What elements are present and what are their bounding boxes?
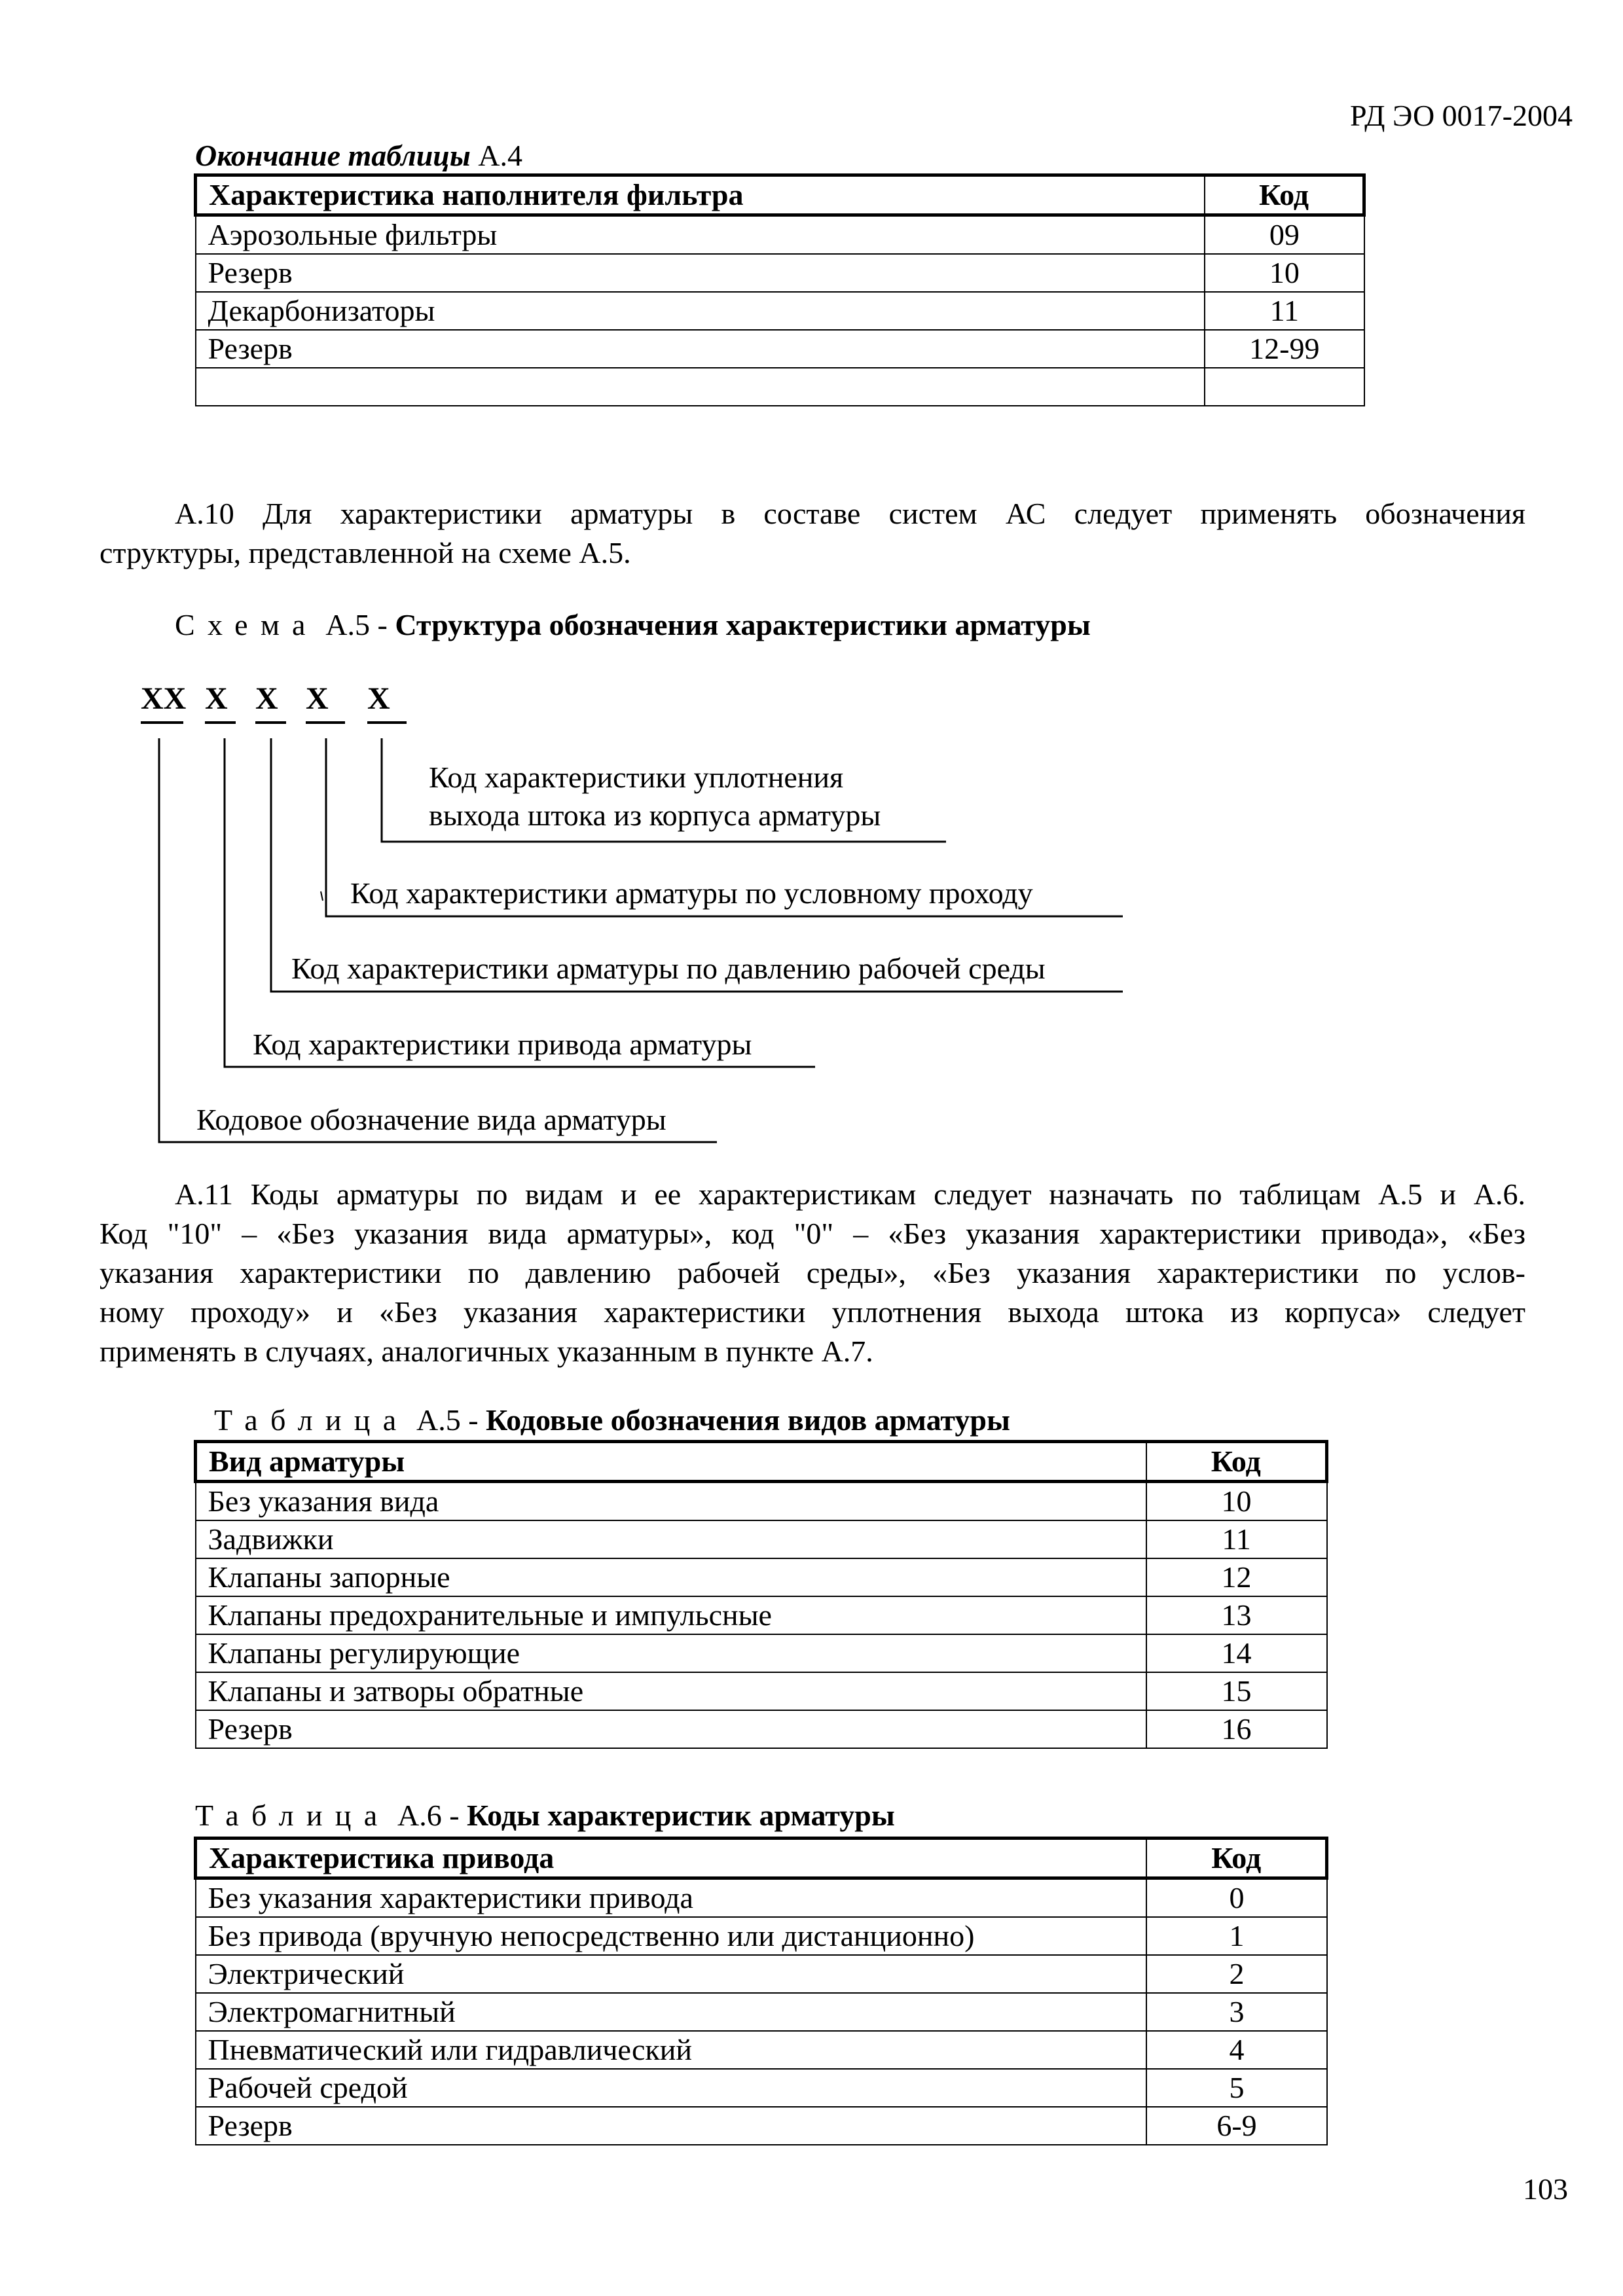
table-row — [196, 1520, 1327, 1558]
table-cell: Декарбонизаторы — [196, 292, 1205, 330]
table-cell: Электромагнитный — [196, 1993, 1147, 2031]
paragraph-a11 — [100, 1175, 1525, 1371]
table-cell: 2 — [1146, 1955, 1326, 1993]
table-row — [196, 1993, 1327, 2031]
table-row — [196, 1482, 1327, 1521]
table-cell: Резерв — [196, 1710, 1146, 1748]
table-cell: 10 — [1205, 254, 1364, 292]
column-header: Характеристика наполнителя фильтра — [196, 175, 1205, 215]
table-cell: 1 — [1146, 1917, 1326, 1955]
table-cell: Резерв — [196, 2107, 1147, 2145]
paragraph-line: Код "10" – «Без указания вида арматуры», код "0" – «Без указания характеристики привода», «Без — [100, 1217, 1525, 1250]
column-header: Код — [1146, 1442, 1327, 1482]
table-row — [196, 2107, 1327, 2145]
table-row — [196, 2031, 1327, 2069]
table-cell: Клапаны запорные — [196, 1558, 1146, 1596]
table-a5-caption — [214, 1402, 1010, 1439]
table-cell: 15 — [1146, 1672, 1327, 1710]
table-cell: 12-99 — [1205, 330, 1364, 368]
table-cell: 11 — [1205, 292, 1364, 330]
table-cell: 11 — [1146, 1520, 1327, 1558]
table-cell: Без привода (вручную непосредственно или дистанционно) — [196, 1917, 1147, 1955]
column-header: Код — [1205, 175, 1364, 215]
table-cell: 14 — [1146, 1634, 1327, 1672]
table-cell: 5 — [1146, 2069, 1326, 2107]
table-cell: Пневматический или гидравлический — [196, 2031, 1147, 2069]
paragraph-line: А.10 Для характеристики арматуры в составе систем АС следует применять обозначения — [175, 497, 1525, 530]
table-cell: 09 — [1205, 215, 1364, 255]
table-caption-ref: А.5 - — [416, 1403, 479, 1437]
table-caption-word: Таблица — [195, 1799, 390, 1832]
scheme-code-x1: X — [205, 681, 228, 716]
table-cell: Без указания вида — [196, 1482, 1146, 1521]
table-cell: 0 — [1146, 1878, 1326, 1918]
scheme-caption-word: Схема — [175, 608, 318, 641]
table-header-row — [196, 1839, 1327, 1878]
table-cell: 16 — [1146, 1710, 1327, 1748]
table-row — [196, 1634, 1327, 1672]
page-number: 103 — [1523, 2172, 1568, 2206]
table-row — [196, 1558, 1327, 1596]
table-cell: 6-9 — [1146, 2107, 1326, 2145]
table-caption-title: Кодовые обозначения видов арматуры — [486, 1403, 1010, 1437]
table-row — [196, 1596, 1327, 1634]
table-row — [196, 1917, 1327, 1955]
table-a6-caption — [195, 1797, 895, 1834]
scheme-code-xx: XX — [141, 681, 187, 716]
table-cell: 13 — [1146, 1596, 1327, 1634]
table-a5 — [194, 1440, 1328, 1749]
table-cell: Клапаны предохранительные и импульсные — [196, 1596, 1146, 1634]
scheme-label-seal-line1: Код характеристики уплотнения — [429, 761, 844, 794]
table-cell: Резерв — [196, 254, 1205, 292]
table-cell: Клапаны и затворы обратные — [196, 1672, 1146, 1710]
paragraph-line: А.11 Коды арматуры по видам и ее характеристикам следует назначать по таблицам А.5 и А.6. — [175, 1177, 1525, 1211]
table-cell: 10 — [1146, 1482, 1327, 1521]
table-cell: Рабочей средой — [196, 2069, 1147, 2107]
table-cell: 4 — [1146, 2031, 1326, 2069]
table-cell: Электрический — [196, 1955, 1147, 1993]
table-a4-caption-italic: Окончание таблицы — [195, 139, 471, 172]
column-header: Код — [1146, 1839, 1326, 1878]
paragraph-line: ному проходу» и «Без указания характеристики уплотнения выхода штока из корпуса» следует — [100, 1295, 1525, 1329]
scheme-caption-ref: А.5 - — [325, 608, 388, 641]
column-header: Вид арматуры — [196, 1442, 1146, 1482]
table-cell: Резерв — [196, 330, 1205, 368]
table-row — [196, 1955, 1327, 1993]
scheme-label-pressure: Код характеристики арматуры по давлению рабочей среды — [291, 952, 1046, 985]
paragraph-line: структуры, представленной на схеме А.5. — [100, 536, 631, 569]
scheme-label-nominal-bore: Код характеристики арматуры по условному проходу — [350, 876, 1033, 910]
table-cell: 12 — [1146, 1558, 1327, 1596]
scheme-code-x2: X — [255, 681, 278, 716]
table-cell: Без указания характеристики привода — [196, 1878, 1147, 1918]
table-cell: Задвижки — [196, 1520, 1146, 1558]
paragraph-line: применять в случаях, аналогичных указанным в пункте А.7. — [100, 1335, 873, 1368]
table-caption-title: Коды характеристик арматуры — [467, 1799, 895, 1832]
table-a6 — [194, 1837, 1328, 2145]
table-a4-caption-ref: А.4 — [478, 139, 523, 172]
paragraph-line: указания характеристики по давлению рабочей среды», «Без указания характеристики по услов- — [100, 1256, 1525, 1289]
table-caption-word: Таблица — [214, 1403, 409, 1437]
table-header-row — [196, 1442, 1327, 1482]
scheme-code-x3: X — [306, 681, 329, 716]
table-cell: Клапаны регулирующие — [196, 1634, 1146, 1672]
scheme-caption-title: Структура обозначения характеристики арматуры — [395, 608, 1091, 641]
table-row — [196, 2069, 1327, 2107]
scheme-label-drive: Код характеристики привода арматуры — [253, 1028, 752, 1061]
scheme-code-x4: X — [367, 681, 390, 716]
column-header: Характеристика привода — [196, 1839, 1147, 1878]
scheme-label-seal-line2: выхода штока из корпуса арматуры — [429, 798, 881, 832]
table-row — [196, 1878, 1327, 1918]
table-caption-ref: А.6 - — [397, 1799, 460, 1832]
table-cell: 3 — [1146, 1993, 1326, 2031]
table-cell: Аэрозольные фильтры — [196, 215, 1205, 255]
document-code: РД ЭО 0017-2004 — [1350, 99, 1573, 132]
scheme-label-type: Кодовое обозначение вида арматуры — [196, 1103, 666, 1136]
table-row — [196, 1710, 1327, 1748]
table-row — [196, 1672, 1327, 1710]
